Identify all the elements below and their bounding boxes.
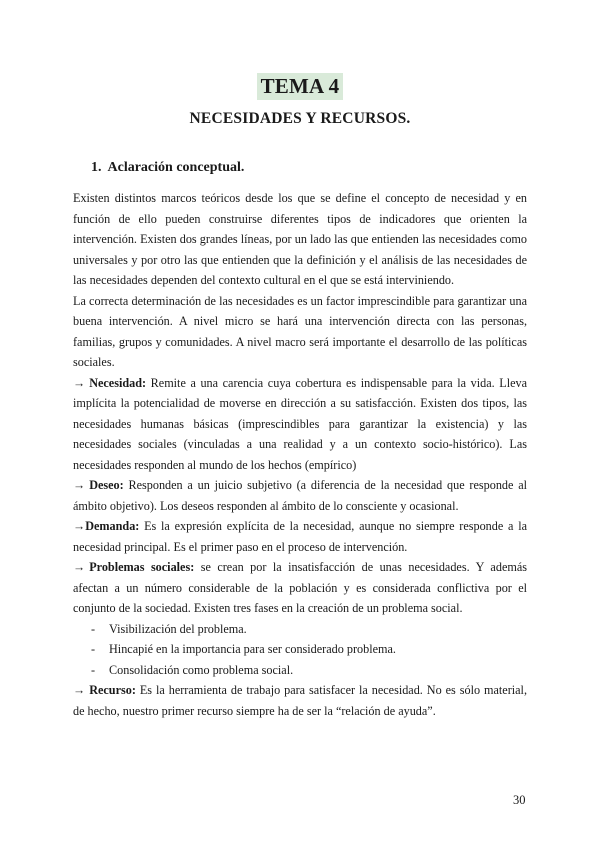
list-item: - Hincapié en la importancia para ser considerado problema.: [73, 639, 527, 660]
title-container: [0, 73, 600, 100]
arrow-icon: →: [73, 683, 86, 697]
page-title: TEMA 4: [257, 73, 344, 100]
paragraph-determination: La correcta determinación de las necesidades es un factor imprescindible para garantizar una buena intervención. A nivel micro se hará una intervención directa con las personas, familias, grupos y comunidades. A nivel macro será importante el desarrollo de las políticas sociales.: [73, 293, 527, 369]
text-recurso: Es la herramienta de trabajo para satisfacer la necesidad. No es sólo material, de hecho, nuestro primer recurso siempre ha de ser la “relación de ayuda”.: [73, 683, 527, 718]
arrow-icon: →: [73, 519, 86, 533]
body-text: [73, 188, 527, 721]
phases-list: [73, 619, 527, 681]
section-title: Aclaración conceptual.: [107, 160, 245, 175]
paragraph-intro: Existen distintos marcos teóricos desde los que se define el concepto de necesidad y en función de ello pueden construirse diferentes tipos de indicadores que orienten la intervención. Existen dos grandes líneas, por un lado las que entienden las necesidades como universales y por otro las que entienden que la definición y el análisis de las necesidades de las necesidades dependen del contexto cultural en el que se está interviniendo.: [73, 191, 527, 287]
text-demanda: Es la expresión explícita de la necesidad, aunque no siempre responde a la necesidad principal. Es el primer paso en el proceso de intervención.: [73, 519, 527, 554]
term-deseo: Deseo:: [89, 478, 124, 492]
section-heading: [91, 160, 244, 176]
arrow-icon: →: [73, 478, 86, 492]
arrow-icon: →: [73, 560, 86, 574]
arrow-icon: →: [73, 375, 86, 390]
definition-problemas-sociales: [73, 557, 527, 619]
section-number: 1.: [91, 160, 102, 175]
term-recurso: Recurso:: [89, 683, 136, 697]
text-necesidad: Remite a una carencia cuya cobertura es indispensable para la vida. Lleva implícita la potencialidad de moverse en dirección a su satisfacción. Existen dos tipos, las necesidades humanas básicas (imprescindibles para garantizar la existencia) y las necesidades sociales (vinculadas a una realidad y a un contexto socio-histórico). Las necesidades responden al mundo de los hechos (empírico): [73, 375, 527, 472]
text-problemas-sociales: se crean por la insatisfacción de unas necesidades. Y además afectan a un número considerable de la población y es considerada conflictiva por el conjunto de la sociedad. Existen tres fases en la creación de un problema social.: [73, 560, 527, 615]
list-item: - Visibilización del problema.: [73, 619, 527, 640]
definition-recurso: [73, 680, 527, 721]
definition-deseo: [73, 475, 527, 516]
definition-demanda: [73, 516, 527, 557]
term-problemas-sociales: Problemas sociales:: [89, 560, 195, 574]
term-demanda: Demanda:: [85, 519, 140, 533]
term-necesidad: Necesidad:: [89, 375, 147, 390]
page-subtitle: NECESIDADES Y RECURSOS.: [189, 110, 411, 127]
definition-necesidad: [73, 373, 527, 476]
text-deseo: Responden a un juicio subjetivo (a diferencia de la necesidad que responde al ámbito objetivo). Los deseos responden al ámbito de lo consciente y ocasional.: [73, 478, 527, 513]
page-number: 30: [513, 793, 526, 807]
list-item: - Consolidación como problema social.: [73, 660, 527, 681]
